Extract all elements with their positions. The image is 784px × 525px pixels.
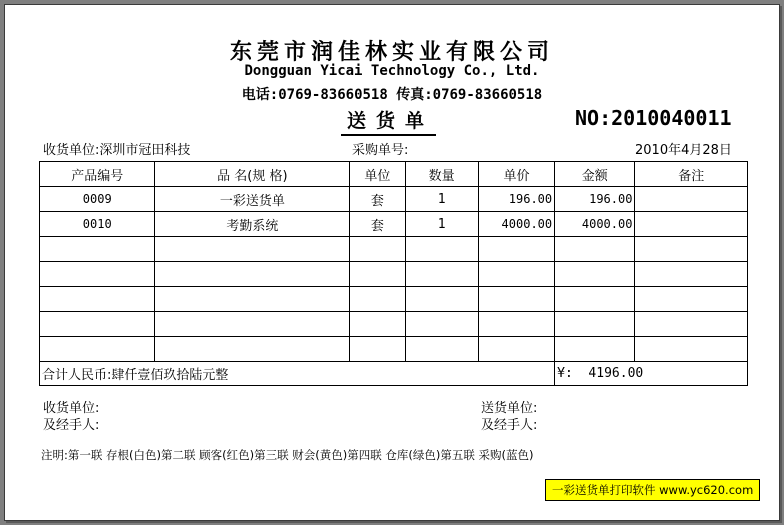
- cell-unit: 套: [350, 212, 405, 237]
- company-name-cn: 东莞市润佳林实业有限公司: [229, 40, 554, 65]
- empty-row: [40, 237, 748, 262]
- col-header-name: 品 名(规 格): [155, 162, 350, 187]
- col-header-amount: 金额: [555, 162, 635, 187]
- empty-row: [40, 312, 748, 337]
- cell-name: 考勤系统: [155, 212, 350, 237]
- empty-row: [40, 262, 748, 287]
- purchase-number: 采购单号:: [352, 143, 409, 158]
- cell-amount: 4000.00: [555, 212, 635, 237]
- cell-qty: 1: [405, 212, 478, 237]
- total-amount-words: 合计人民币:肆仟壹佰玖拾陆元整: [40, 362, 555, 386]
- signature-sender-unit: 送货单位:: [481, 401, 538, 416]
- total-amount-figure: ¥: 4196.00: [555, 362, 748, 386]
- company-phones: 电话:0769-83660518 传真:0769-83660518: [241, 87, 543, 103]
- cell-unit: 套: [350, 187, 405, 212]
- document-title: 送货单: [341, 106, 436, 136]
- signature-sender-handler: 及经手人:: [481, 418, 538, 433]
- document-number: NO:2010040011: [575, 106, 732, 130]
- cell-remark: [635, 187, 748, 212]
- table-row: [40, 212, 748, 237]
- cell-name: 一彩送货单: [155, 187, 350, 212]
- cell-price: 4000.00: [478, 212, 554, 237]
- empty-row: [40, 287, 748, 312]
- delivery-note-page: [4, 4, 780, 521]
- empty-row: [40, 337, 748, 362]
- total-row: [40, 362, 748, 386]
- receiver-info: 收货单位:深圳市冠田科技: [43, 143, 191, 158]
- col-header-qty: 数量: [405, 162, 478, 187]
- col-header-price: 单价: [478, 162, 554, 187]
- cell-qty: 1: [405, 187, 478, 212]
- signature-receiver-handler: 及经手人:: [43, 418, 100, 433]
- copies-note: 注明:第一联 存根(白色)第二联 顾客(红色)第三联 财会(黄色)第四联 仓库(绿色)第五联 采购(蓝色): [41, 448, 534, 462]
- cell-amount: 196.00: [555, 187, 635, 212]
- col-header-code: 产品编号: [40, 162, 155, 187]
- company-name-en: Dongguan Yicai Technology Co., Ltd.: [244, 63, 540, 79]
- col-header-unit: 单位: [350, 162, 405, 187]
- signature-receiver: [43, 400, 99, 434]
- cell-code: 0009: [40, 187, 155, 212]
- table-row: [40, 187, 748, 212]
- items-table: [39, 161, 748, 386]
- signature-sender: [481, 400, 537, 434]
- table-header: [40, 162, 748, 187]
- cell-price: 196.00: [478, 187, 554, 212]
- col-header-remark: 备注: [635, 162, 748, 187]
- software-badge: 一彩送货单打印软件 www.yc620.com: [545, 479, 760, 501]
- signature-receiver-unit: 收货单位:: [43, 401, 100, 416]
- cell-remark: [635, 212, 748, 237]
- document-date: 2010年4月28日: [635, 143, 732, 158]
- cell-code: 0010: [40, 212, 155, 237]
